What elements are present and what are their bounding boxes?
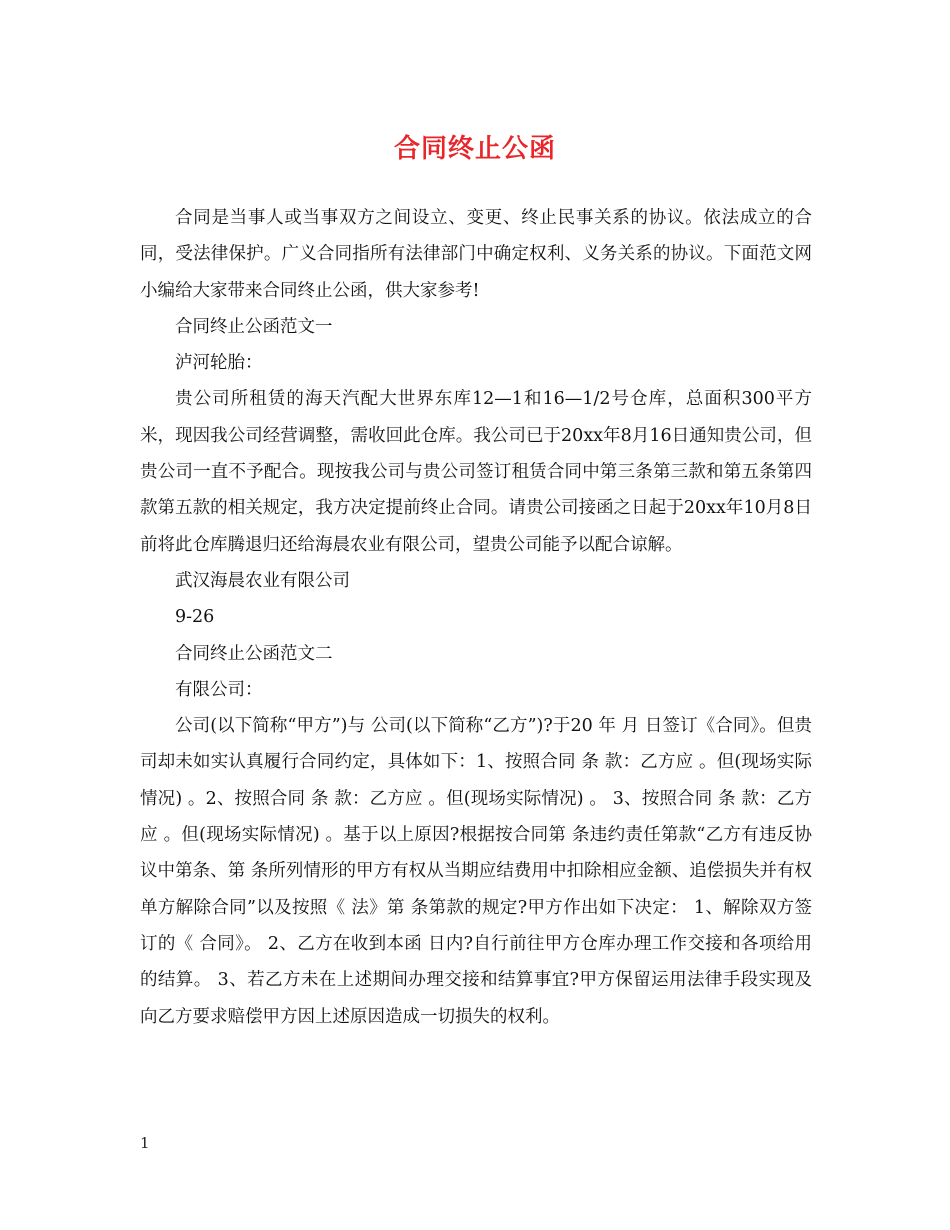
document-body (140, 200, 812, 1035)
sample-two-recipient: 有限公司： (175, 679, 263, 700)
sample-one-date: 9-26 (175, 607, 215, 628)
sample-one-heading: 合同终止公函范文一 (175, 316, 333, 337)
document-title: 合同终止公函 (393, 134, 556, 164)
sample-one-recipient: 泸河轮胎： (175, 353, 263, 374)
intro-paragraph: 合同是当事人或当事双方之间设立、变更、终止民事关系的协议。依法成立的合同，受法律保护。广义合同指所有法律部门中确定权利、义务关系的协议。下面范文网小编给大家带来合同终止公函，供大家参考! (140, 208, 812, 301)
sample-one-signature: 武汉海晨农业有限公司 (175, 570, 350, 591)
page-number: 1 (140, 1134, 150, 1152)
sample-two-body: 公司(以下简称“甲方”)与 公司(以下简称“乙方”)?于20 年 月 日签订《合同》。但贵司却未如实认真履行合同约定，具体如下：1、按照合同 条 款：乙方应 。但(现场实际情况) 。2、按照合同 条 款：乙方应 。但(现场实际情况) 。 3、按照合同 条 款：乙方应 。但(现场实际情况) 。基于以上原因?根据按合同第 条违约责任第款“乙方有违反协议中第条、第 条所列情形的甲方有权从当期应结费用中扣除相应金额、追偿损失并有权单方解除合同”以及按照《 法》第 条第款的规定?甲方作出如下决定： 1、解除双方签订的《 合同》。 2、乙方在收到本函 日内?自行前往甲方仓库办理工作交接和各项给用的结算。 3、若乙方未在上述期间办理交接和结算事宜?甲方保留运用法律手段实现及向乙方要求赔偿甲方因上述原因造成一切损失的权利。 (140, 716, 812, 1027)
sample-two-heading: 合同终止公函范文二 (175, 643, 333, 664)
sample-one-body: 贵公司所租赁的海天汽配大世界东库12—1和16—1/2号仓库，总面积300平方米，现因我公司经营调整，需收回此仓库。我公司已于20xx年8月16日通知贵公司，但贵公司一直不予配合。现按我公司与贵公司签订租赁合同中第三条第三款和第五条第四款第五款的相关规定，我方决定提前终止合同。请贵公司接函之日起于20xx年10月8日前将此仓库腾退归还给海晨农业有限公司，望贵公司能予以配合谅解。 (140, 389, 812, 555)
